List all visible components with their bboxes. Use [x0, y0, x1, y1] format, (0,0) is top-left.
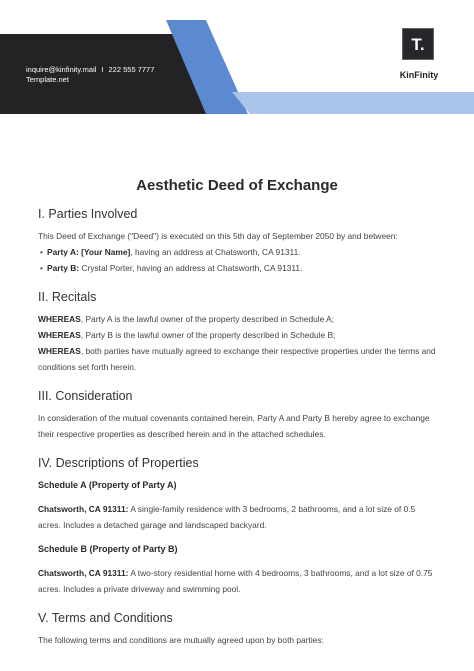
section-heading-properties: IV. Descriptions of Properties [38, 456, 199, 470]
terms-intro: The following terms and conditions are mutually agreed upon by both parties: [38, 635, 324, 645]
website-text: Template.net [26, 75, 69, 84]
document-title: Aesthetic Deed of Exchange [136, 177, 338, 194]
phone-text: 222 555 7777 [108, 65, 155, 74]
parties-list [38, 244, 436, 276]
company-name: KinFinity [399, 70, 439, 80]
recital-label: WHEREAS [38, 346, 81, 356]
party-b-text: Crystal Porter, having an address at Chatsworth, CA 91311. [79, 263, 303, 273]
logo-mark: T. [411, 34, 425, 54]
section-heading-parties: I. Parties Involved [38, 207, 138, 221]
schedule-a-text: A single-family residence with 3 bedrooms, 2 bathrooms, and a lot size of 0.5 acres. Includes a detached garage and landscaped backyard. [38, 504, 416, 530]
recital-line [38, 327, 436, 343]
list-item: • Party A: [Your Name], having an address at Chatsworth, CA 91311. [40, 247, 301, 257]
recital-text: , Party A is the lawful owner of the property described in Schedule A; [80, 314, 335, 324]
schedule-b-heading: Schedule B (Property of Party B) [38, 544, 178, 554]
list-item: • Party B: Crystal Porter, having an address at Chatsworth, CA 91311. [40, 263, 303, 273]
contact-separator: I [101, 65, 104, 74]
contact-info [26, 65, 154, 85]
recital-label: WHEREAS [38, 314, 81, 324]
section-heading-recitals: II. Recitals [38, 290, 97, 304]
recital-line [38, 311, 436, 327]
section-heading-terms: V. Terms and Conditions [38, 611, 173, 625]
schedule-a-label: Chatsworth, CA 91311: [38, 504, 129, 514]
schedule-a-heading: Schedule A (Property of Party A) [38, 480, 177, 490]
schedule-b-text: A two-story residential home with 4 bedrooms, 3 bathrooms, and a lot size of 0.75 acres. Includes a private driveway and swimming pool. [38, 568, 433, 594]
schedule-a-description [38, 501, 436, 533]
recital-line [38, 343, 436, 375]
schedule-b-description [38, 565, 436, 597]
document-body [38, 176, 436, 648]
letterhead-graphic [0, 0, 474, 120]
header-light-band [232, 92, 474, 114]
contact-line [26, 65, 154, 75]
party-a-text: , having an address at Chatsworth, CA 91311. [130, 247, 301, 257]
party-b-label: Party B: [47, 263, 80, 273]
letterhead [0, 0, 474, 120]
consideration-text: In consideration of the mutual covenants contained herein, Party A and Party B hereby agree to exchange their respective properties as described herein and in the attached schedules. [38, 413, 430, 439]
company-logo [402, 28, 434, 60]
recital-text: , both parties have mutually agreed to exchange their respective properties under the terms and conditions set forth herein. [38, 346, 436, 372]
recital-label: WHEREAS [38, 330, 81, 340]
email-text: inquire@kinfinity.mail [26, 65, 97, 74]
recital-text: , Party B is the lawful owner of the property described in Schedule B; [80, 330, 336, 340]
party-a-label: Party A: [Your Name] [47, 247, 131, 257]
parties-intro: This Deed of Exchange ("Deed") is executed on this 5th day of September 2050 by and between: [38, 231, 398, 241]
schedule-b-label: Chatsworth, CA 91311: [38, 568, 129, 578]
section-heading-consideration: III. Consideration [38, 389, 133, 403]
